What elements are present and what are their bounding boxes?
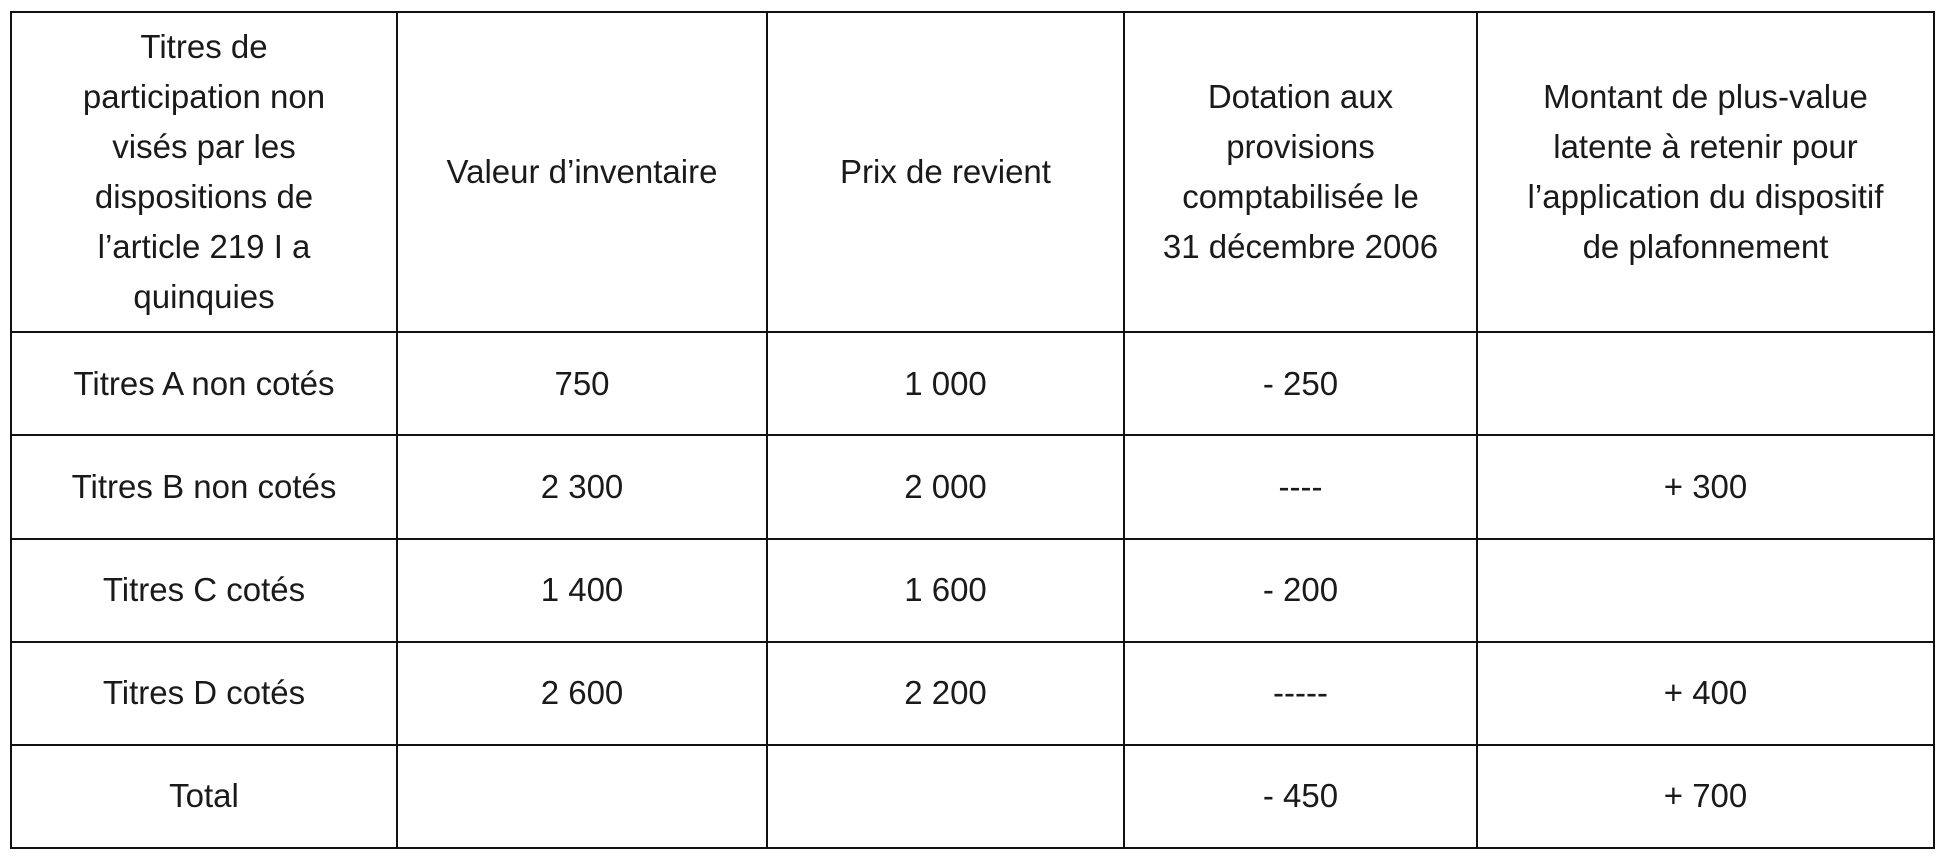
dotation-cell: - 250 [1124,332,1477,435]
total-row [11,745,1934,848]
dotation-cell: ----- [1124,642,1477,745]
header-titres-participation: Titres de participation non visés par les dispositions de l’article 219 I a quinquies [11,12,397,332]
row-label: Titres D cotés [11,642,397,745]
row-label: Titres C cotés [11,539,397,642]
table-row [11,642,1934,745]
dotation-cell: - 450 [1124,745,1477,848]
valeur-inventaire-cell: 2 300 [397,435,767,538]
plus-value-cell: + 300 [1477,435,1934,538]
valeur-inventaire-cell: 750 [397,332,767,435]
provisions-table [10,11,1935,849]
prix-revient-cell [767,745,1124,848]
prix-revient-cell: 1 000 [767,332,1124,435]
plus-value-cell [1477,332,1934,435]
dotation-cell: - 200 [1124,539,1477,642]
plus-value-cell: + 700 [1477,745,1934,848]
header-plus-value-latente: Montant de plus-value latente à retenir pour l’application du dispositif de plafonnement [1477,12,1934,332]
table-header-row [11,12,1934,332]
header-dotation-provisions: Dotation aux provisions comptabilisée le 31 décembre 2006 [1124,12,1477,332]
row-label: Total [11,745,397,848]
prix-revient-cell: 2 200 [767,642,1124,745]
table-row [11,332,1934,435]
plus-value-cell [1477,539,1934,642]
row-label: Titres A non cotés [11,332,397,435]
valeur-inventaire-cell: 2 600 [397,642,767,745]
plus-value-cell: + 400 [1477,642,1934,745]
dotation-cell: ---- [1124,435,1477,538]
header-prix-revient: Prix de revient [767,12,1124,332]
header-valeur-inventaire: Valeur d’inventaire [397,12,767,332]
prix-revient-cell: 1 600 [767,539,1124,642]
valeur-inventaire-cell [397,745,767,848]
row-label: Titres B non cotés [11,435,397,538]
table-row [11,539,1934,642]
table-row [11,435,1934,538]
valeur-inventaire-cell: 1 400 [397,539,767,642]
prix-revient-cell: 2 000 [767,435,1124,538]
